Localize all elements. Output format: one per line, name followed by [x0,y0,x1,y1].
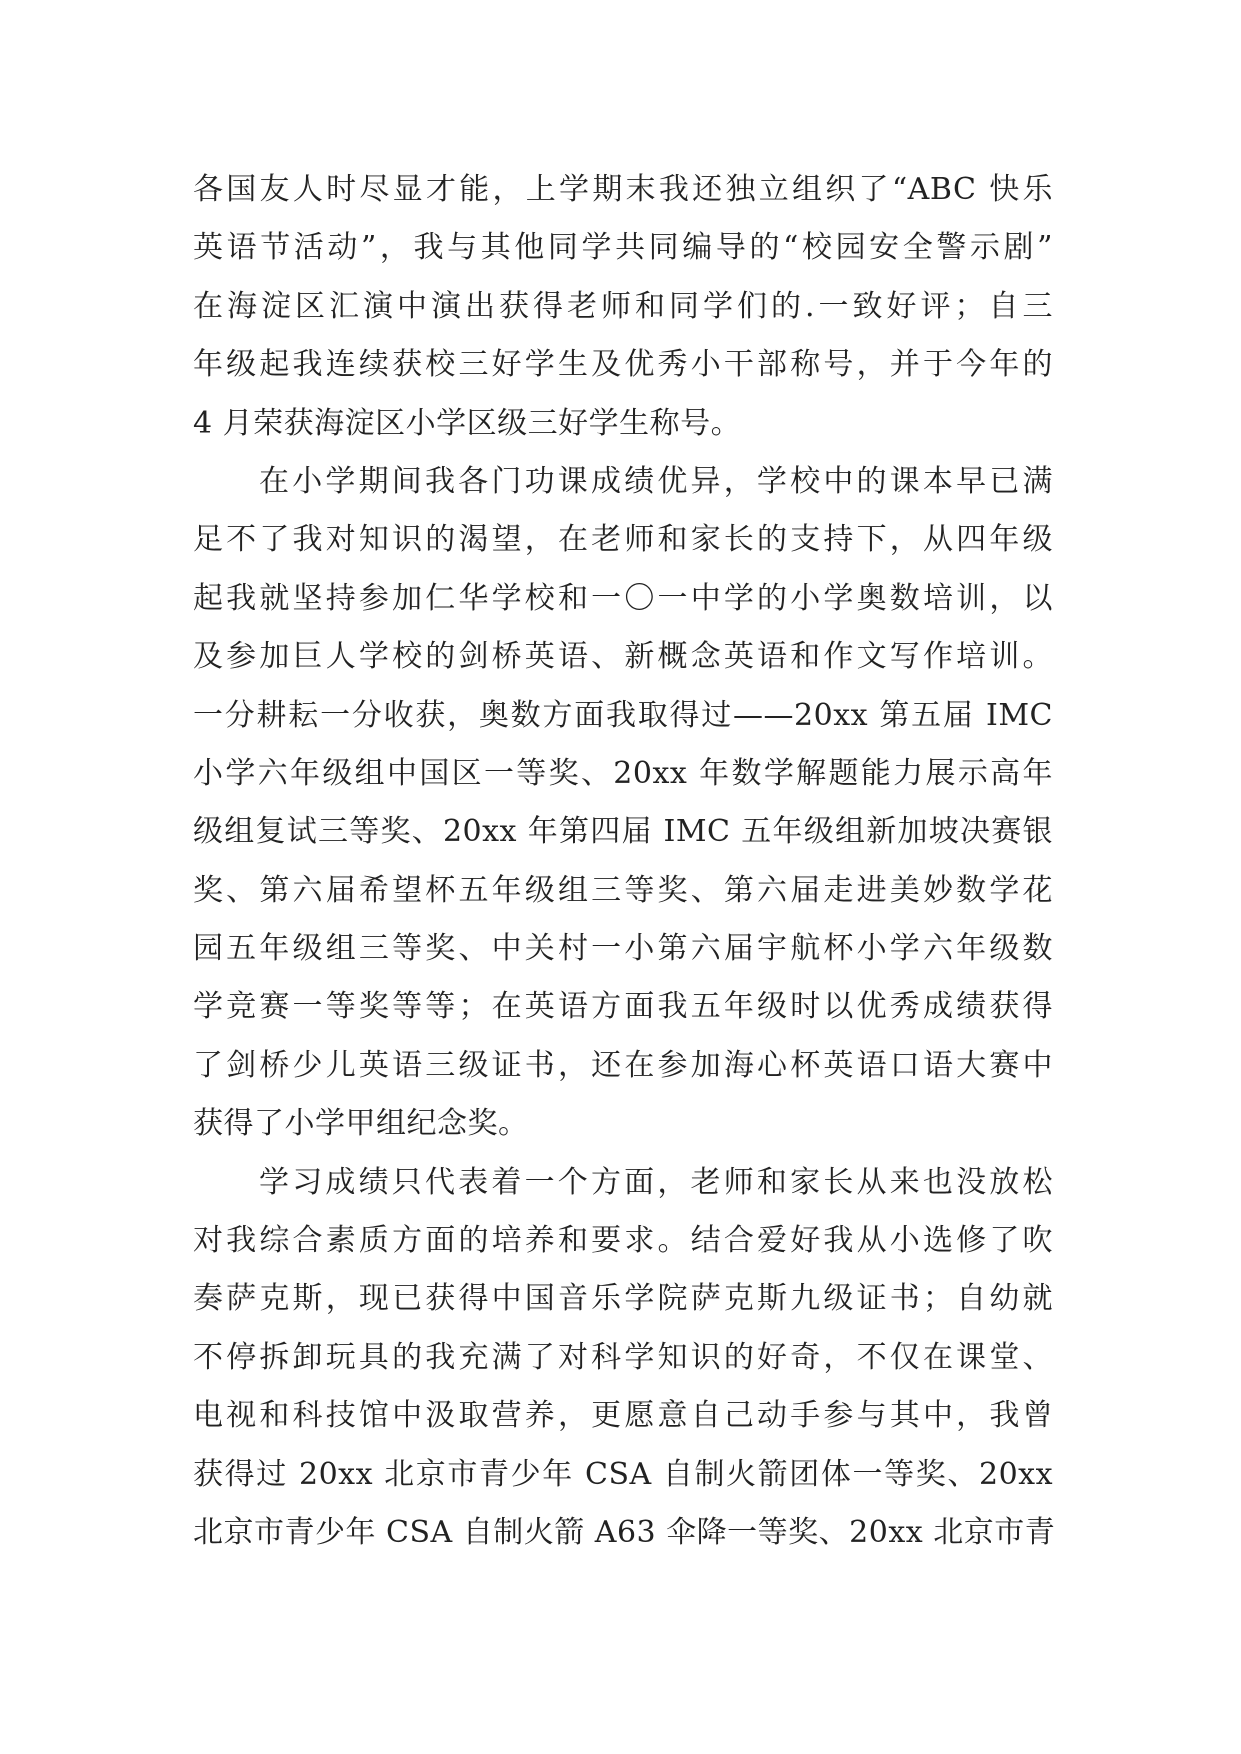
text-line: 不停拆卸玩具的我充满了对科学知识的好奇，不仅在课堂、 [193,1339,1053,1375]
document-body [193,161,1056,1562]
text-line: 园五年级组三等奖、中关村一小第六届宇航杯小学六年级数 [193,931,1053,967]
text-line: 英语节活动”，我与其他同学共同编导的“校园安全警示剧” [193,230,1053,266]
text-line: 级组复试三等奖、20xx 年第四届 IMC 五年级组新加坡决赛银 [193,814,1053,850]
text-line: 起我就坚持参加仁华学校和一〇一中学的小学奥数培训，以 [193,580,1053,616]
text-line: 奖、第六届希望杯五年级组三等奖、第六届走进美妙数学花 [193,872,1053,908]
text-line: 北京市青少年 CSA 自制火箭 A63 伞降一等奖、20xx 北京市青 [193,1514,1056,1550]
text-line: 及参加巨人学校的剑桥英语、新概念英语和作文写作培训。 [193,639,1053,675]
text-line: 学竞赛一等奖等等；在英语方面我五年级时以优秀成绩获得 [193,989,1053,1025]
text-line: 对我综合素质方面的培养和要求。结合爱好我从小选修了吹 [193,1223,1053,1259]
text-line: 奏萨克斯，现已获得中国音乐学院萨克斯九级证书；自幼就 [193,1281,1053,1317]
text-line: 获得了小学甲组纪念奖。 [193,1106,529,1142]
text-line: 足不了我对知识的渴望，在老师和家长的支持下，从四年级 [193,522,1053,558]
text-line: 小学六年级组中国区一等奖、20xx 年数学解题能力展示高年 [193,755,1053,791]
text-line: 电视和科技馆中汲取营养，更愿意自己动手参与其中，我曾 [193,1398,1053,1434]
text-line: 一分耕耘一分收获，奥数方面我取得过——20xx 第五届 IMC [193,697,1053,733]
text-line: 在海淀区汇演中演出获得老师和同学们的.一致好评；自三 [193,288,1053,324]
text-line: 4 月荣获海淀区小学区级三好学生称号。 [193,405,742,441]
text-line: 在小学期间我各门功课成绩优异，学校中的课本早已满 [259,463,1053,499]
text-line: 年级起我连续获校三好学生及优秀小干部称号，并于今年的 [193,347,1053,383]
text-line: 获得过 20xx 北京市青少年 CSA 自制火箭团体一等奖、20xx [193,1456,1053,1492]
text-line: 了剑桥少儿英语三级证书，还在参加海心杯英语口语大赛中 [193,1047,1053,1083]
text-line: 学习成绩只代表着一个方面，老师和家长从来也没放松 [259,1164,1053,1200]
text-line: 各国友人时尽显才能，上学期末我还独立组织了“ABC 快乐 [193,172,1053,207]
